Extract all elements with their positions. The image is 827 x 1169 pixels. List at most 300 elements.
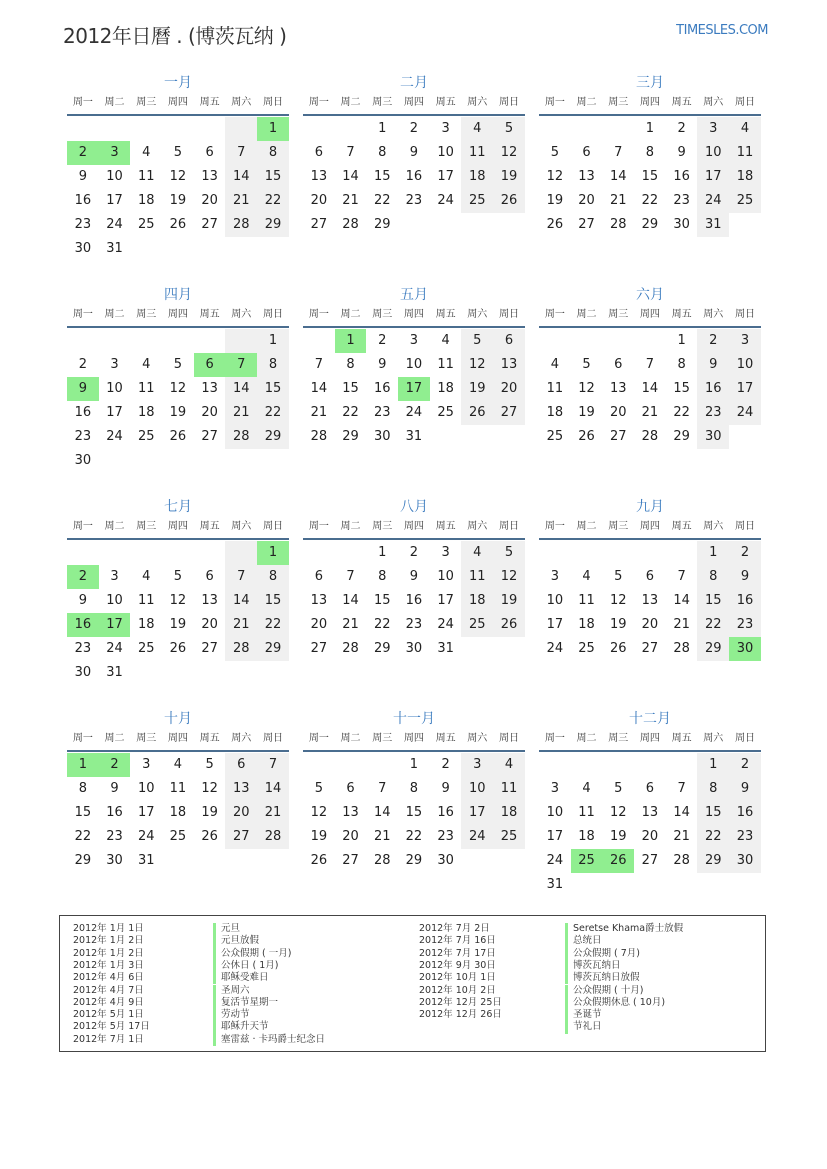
day-cell[interactable]: 14 [609, 169, 627, 184]
day-cell[interactable]: 8 [257, 565, 289, 589]
day-cell[interactable]: 3 [550, 569, 559, 584]
day-cell[interactable]: 16 [405, 169, 423, 184]
day-cell[interactable]: 27 [641, 641, 659, 656]
brand-logo[interactable]: TIMESLES.COM [676, 23, 768, 38]
day-cell[interactable]: 6 [614, 357, 623, 372]
day-cell[interactable]: 24 [106, 429, 123, 444]
day-cell[interactable]: 26 [493, 189, 525, 213]
day-cell[interactable]: 24 [461, 825, 493, 849]
day-cell[interactable]: 18 [546, 405, 564, 420]
day-cell[interactable]: 28 [257, 825, 289, 849]
day-cell[interactable]: 10 [461, 777, 493, 801]
day-cell[interactable]: 27 [201, 429, 218, 444]
day-cell[interactable]: 30 [673, 217, 690, 232]
day-cell[interactable]: 3 [441, 545, 450, 560]
day-cell[interactable]: 10 [137, 781, 155, 796]
day-cell[interactable]: 8 [645, 145, 655, 160]
day-cell[interactable]: 3 [550, 781, 559, 796]
holiday-day-cell[interactable]: 1 [335, 329, 367, 353]
day-cell[interactable]: 3 [110, 357, 119, 372]
day-cell[interactable]: 14 [673, 593, 690, 608]
day-cell[interactable]: 23 [729, 613, 761, 637]
day-cell[interactable]: 6 [346, 781, 355, 796]
day-cell[interactable]: 21 [342, 193, 359, 208]
day-cell[interactable]: 22 [405, 829, 423, 844]
day-cell[interactable]: 23 [729, 825, 761, 849]
day-cell[interactable]: 23 [106, 829, 123, 844]
day-cell[interactable]: 22 [373, 617, 391, 632]
day-cell[interactable]: 14 [641, 381, 659, 396]
day-cell[interactable]: 21 [225, 613, 257, 637]
day-cell[interactable]: 31 [437, 641, 454, 656]
day-cell[interactable]: 1 [645, 121, 655, 136]
day-cell[interactable]: 24 [137, 829, 155, 844]
day-cell[interactable]: 28 [641, 429, 659, 444]
day-cell[interactable]: 21 [342, 617, 359, 632]
day-cell[interactable]: 24 [106, 217, 123, 232]
holiday-day-cell[interactable]: 16 [67, 613, 99, 637]
day-cell[interactable]: 18 [169, 805, 187, 820]
day-cell[interactable]: 25 [169, 829, 187, 844]
day-cell[interactable]: 18 [461, 589, 493, 613]
holiday-day-cell[interactable]: 3 [99, 141, 131, 165]
day-cell[interactable]: 1 [409, 757, 419, 772]
day-cell[interactable]: 27 [201, 641, 218, 656]
day-cell[interactable]: 10 [106, 593, 123, 608]
day-cell[interactable]: 23 [673, 193, 690, 208]
day-cell[interactable]: 4 [461, 117, 493, 141]
day-cell[interactable]: 22 [257, 189, 289, 213]
day-cell[interactable]: 9 [110, 781, 119, 796]
day-cell[interactable]: 7 [378, 781, 387, 796]
day-cell[interactable]: 29 [641, 217, 659, 232]
day-cell[interactable]: 6 [314, 569, 323, 584]
day-cell[interactable]: 5 [614, 569, 623, 584]
day-cell[interactable]: 15 [697, 589, 729, 613]
day-cell[interactable]: 13 [201, 593, 218, 608]
day-cell[interactable]: 2 [729, 753, 761, 777]
holiday-day-cell[interactable]: 25 [571, 849, 603, 873]
day-cell[interactable]: 4 [142, 145, 151, 160]
day-cell[interactable]: 15 [373, 169, 391, 184]
day-cell[interactable]: 14 [257, 777, 289, 801]
day-cell[interactable]: 28 [609, 217, 627, 232]
day-cell[interactable]: 27 [493, 401, 525, 425]
day-cell[interactable]: 3 [461, 753, 493, 777]
day-cell[interactable]: 11 [137, 169, 155, 184]
day-cell[interactable]: 30 [74, 453, 92, 468]
day-cell[interactable]: 14 [225, 377, 257, 401]
day-cell[interactable]: 8 [409, 781, 419, 796]
day-cell[interactable]: 8 [257, 141, 289, 165]
day-cell[interactable]: 5 [614, 781, 623, 796]
day-cell[interactable]: 10 [546, 593, 564, 608]
day-cell[interactable]: 19 [169, 193, 187, 208]
day-cell[interactable]: 17 [729, 377, 761, 401]
day-cell[interactable]: 31 [137, 853, 155, 868]
holiday-day-cell[interactable]: 2 [67, 141, 99, 165]
day-cell[interactable]: 25 [493, 825, 525, 849]
day-cell[interactable]: 2 [378, 333, 387, 348]
day-cell[interactable]: 11 [493, 777, 525, 801]
holiday-day-cell[interactable]: 30 [729, 637, 761, 661]
day-cell[interactable]: 9 [729, 565, 761, 589]
day-cell[interactable]: 16 [437, 805, 454, 820]
day-cell[interactable]: 11 [461, 141, 493, 165]
day-cell[interactable]: 7 [677, 569, 686, 584]
day-cell[interactable]: 5 [173, 145, 183, 160]
day-cell[interactable]: 13 [609, 381, 627, 396]
day-cell[interactable]: 23 [405, 617, 423, 632]
day-cell[interactable]: 8 [378, 569, 387, 584]
day-cell[interactable]: 25 [546, 429, 564, 444]
day-cell[interactable]: 19 [201, 805, 218, 820]
day-cell[interactable]: 17 [437, 169, 454, 184]
day-cell[interactable]: 17 [437, 593, 454, 608]
day-cell[interactable]: 31 [106, 665, 123, 680]
day-cell[interactable]: 18 [137, 193, 155, 208]
day-cell[interactable]: 22 [257, 401, 289, 425]
day-cell[interactable]: 4 [461, 541, 493, 565]
day-cell[interactable]: 11 [729, 141, 761, 165]
day-cell[interactable]: 12 [578, 381, 595, 396]
day-cell[interactable]: 24 [437, 193, 454, 208]
day-cell[interactable]: 16 [729, 589, 761, 613]
holiday-day-cell[interactable]: 9 [67, 377, 99, 401]
day-cell[interactable]: 29 [74, 853, 92, 868]
day-cell[interactable]: 4 [729, 117, 761, 141]
day-cell[interactable]: 16 [106, 805, 123, 820]
day-cell[interactable]: 18 [578, 617, 595, 632]
holiday-day-cell[interactable]: 17 [398, 377, 430, 401]
day-cell[interactable]: 2 [697, 329, 729, 353]
day-cell[interactable]: 6 [645, 569, 655, 584]
day-cell[interactable]: 25 [729, 189, 761, 213]
day-cell[interactable]: 22 [697, 825, 729, 849]
day-cell[interactable]: 11 [578, 805, 595, 820]
day-cell[interactable]: 25 [437, 405, 454, 420]
day-cell[interactable]: 16 [74, 193, 92, 208]
day-cell[interactable]: 10 [729, 353, 761, 377]
day-cell[interactable]: 9 [409, 145, 419, 160]
day-cell[interactable]: 30 [373, 429, 391, 444]
day-cell[interactable]: 1 [378, 545, 387, 560]
day-cell[interactable]: 28 [225, 637, 257, 661]
day-cell[interactable]: 7 [677, 781, 686, 796]
day-cell[interactable]: 3 [697, 117, 729, 141]
day-cell[interactable]: 27 [310, 217, 328, 232]
day-cell[interactable]: 8 [697, 565, 729, 589]
day-cell[interactable]: 27 [225, 825, 257, 849]
day-cell[interactable]: 16 [673, 169, 690, 184]
day-cell[interactable]: 4 [582, 569, 591, 584]
day-cell[interactable]: 2 [409, 545, 419, 560]
day-cell[interactable]: 7 [614, 145, 623, 160]
day-cell[interactable]: 19 [493, 165, 525, 189]
day-cell[interactable]: 29 [257, 213, 289, 237]
day-cell[interactable]: 8 [346, 357, 355, 372]
day-cell[interactable]: 24 [697, 189, 729, 213]
day-cell[interactable]: 6 [493, 329, 525, 353]
day-cell[interactable]: 2 [409, 121, 419, 136]
day-cell[interactable]: 15 [373, 593, 391, 608]
day-cell[interactable]: 26 [310, 853, 328, 868]
day-cell[interactable]: 29 [697, 849, 729, 873]
day-cell[interactable]: 14 [342, 593, 359, 608]
day-cell[interactable]: 16 [74, 405, 92, 420]
day-cell[interactable]: 20 [201, 405, 218, 420]
day-cell[interactable]: 21 [673, 829, 690, 844]
day-cell[interactable]: 15 [641, 169, 659, 184]
day-cell[interactable]: 12 [169, 169, 187, 184]
day-cell[interactable]: 4 [142, 357, 151, 372]
day-cell[interactable]: 10 [437, 569, 454, 584]
day-cell[interactable]: 27 [310, 641, 328, 656]
day-cell[interactable]: 12 [169, 381, 187, 396]
day-cell[interactable]: 29 [673, 429, 690, 444]
day-cell[interactable]: 13 [225, 777, 257, 801]
day-cell[interactable]: 21 [257, 801, 289, 825]
day-cell[interactable]: 25 [461, 189, 493, 213]
day-cell[interactable]: 15 [257, 165, 289, 189]
day-cell[interactable]: 6 [205, 569, 214, 584]
day-cell[interactable]: 5 [173, 357, 183, 372]
holiday-day-cell[interactable]: 1 [257, 541, 289, 565]
day-cell[interactable]: 11 [137, 381, 155, 396]
day-cell[interactable]: 12 [201, 781, 218, 796]
day-cell[interactable]: 7 [645, 357, 655, 372]
day-cell[interactable]: 7 [314, 357, 323, 372]
day-cell[interactable]: 9 [378, 357, 387, 372]
day-cell[interactable]: 1 [697, 541, 729, 565]
day-cell[interactable]: 26 [201, 829, 218, 844]
day-cell[interactable]: 10 [405, 357, 423, 372]
day-cell[interactable]: 19 [578, 405, 595, 420]
day-cell[interactable]: 28 [342, 217, 359, 232]
day-cell[interactable]: 30 [106, 853, 123, 868]
day-cell[interactable]: 25 [137, 217, 155, 232]
day-cell[interactable]: 29 [373, 217, 391, 232]
day-cell[interactable]: 27 [609, 429, 627, 444]
day-cell[interactable]: 11 [546, 381, 564, 396]
day-cell[interactable]: 15 [673, 381, 690, 396]
day-cell[interactable]: 31 [106, 241, 123, 256]
day-cell[interactable]: 19 [609, 829, 627, 844]
day-cell[interactable]: 5 [550, 145, 559, 160]
day-cell[interactable]: 22 [641, 193, 659, 208]
day-cell[interactable]: 2 [729, 541, 761, 565]
day-cell[interactable]: 19 [546, 193, 564, 208]
day-cell[interactable]: 10 [106, 169, 123, 184]
day-cell[interactable]: 11 [169, 781, 187, 796]
day-cell[interactable]: 30 [697, 425, 729, 449]
day-cell[interactable]: 26 [169, 217, 187, 232]
day-cell[interactable]: 11 [578, 593, 595, 608]
day-cell[interactable]: 20 [342, 829, 359, 844]
day-cell[interactable]: 8 [378, 145, 387, 160]
day-cell[interactable]: 6 [582, 145, 591, 160]
day-cell[interactable]: 27 [578, 217, 595, 232]
day-cell[interactable]: 28 [225, 213, 257, 237]
day-cell[interactable]: 26 [461, 401, 493, 425]
holiday-day-cell[interactable]: 2 [67, 565, 99, 589]
day-cell[interactable]: 5 [461, 329, 493, 353]
day-cell[interactable]: 26 [169, 641, 187, 656]
day-cell[interactable]: 31 [546, 877, 564, 892]
holiday-day-cell[interactable]: 6 [194, 353, 226, 377]
day-cell[interactable]: 22 [257, 613, 289, 637]
day-cell[interactable]: 25 [461, 613, 493, 637]
day-cell[interactable]: 29 [373, 641, 391, 656]
day-cell[interactable]: 31 [405, 429, 423, 444]
day-cell[interactable]: 18 [461, 165, 493, 189]
day-cell[interactable]: 15 [74, 805, 92, 820]
day-cell[interactable]: 21 [225, 189, 257, 213]
day-cell[interactable]: 11 [461, 565, 493, 589]
day-cell[interactable]: 15 [405, 805, 423, 820]
day-cell[interactable]: 19 [169, 617, 187, 632]
day-cell[interactable]: 16 [729, 801, 761, 825]
day-cell[interactable]: 2 [677, 121, 686, 136]
day-cell[interactable]: 22 [342, 405, 359, 420]
day-cell[interactable]: 21 [609, 193, 627, 208]
day-cell[interactable]: 28 [310, 429, 328, 444]
holiday-day-cell[interactable]: 1 [67, 753, 99, 777]
day-cell[interactable]: 14 [225, 165, 257, 189]
day-cell[interactable]: 29 [257, 637, 289, 661]
day-cell[interactable]: 22 [673, 405, 690, 420]
day-cell[interactable]: 1 [677, 333, 686, 348]
day-cell[interactable]: 30 [437, 853, 454, 868]
day-cell[interactable]: 23 [74, 429, 92, 444]
day-cell[interactable]: 23 [373, 405, 391, 420]
day-cell[interactable]: 23 [405, 193, 423, 208]
day-cell[interactable]: 21 [310, 405, 328, 420]
day-cell[interactable]: 13 [310, 593, 328, 608]
day-cell[interactable]: 16 [373, 381, 391, 396]
day-cell[interactable]: 10 [697, 141, 729, 165]
day-cell[interactable]: 18 [578, 829, 595, 844]
day-cell[interactable]: 1 [697, 753, 729, 777]
day-cell[interactable]: 7 [346, 145, 355, 160]
day-cell[interactable]: 28 [342, 641, 359, 656]
day-cell[interactable]: 10 [437, 145, 454, 160]
day-cell[interactable]: 20 [201, 617, 218, 632]
day-cell[interactable]: 13 [641, 593, 659, 608]
day-cell[interactable]: 9 [441, 781, 450, 796]
day-cell[interactable]: 20 [493, 377, 525, 401]
day-cell[interactable]: 3 [441, 121, 450, 136]
day-cell[interactable]: 12 [310, 805, 328, 820]
day-cell[interactable]: 20 [578, 193, 595, 208]
day-cell[interactable]: 12 [609, 593, 627, 608]
day-cell[interactable]: 21 [673, 617, 690, 632]
day-cell[interactable]: 26 [493, 613, 525, 637]
holiday-day-cell[interactable]: 7 [225, 353, 257, 377]
day-cell[interactable]: 5 [582, 357, 591, 372]
day-cell[interactable]: 30 [74, 241, 92, 256]
day-cell[interactable]: 22 [697, 613, 729, 637]
day-cell[interactable]: 4 [493, 753, 525, 777]
day-cell[interactable]: 1 [257, 329, 289, 353]
day-cell[interactable]: 21 [641, 405, 659, 420]
day-cell[interactable]: 25 [137, 641, 155, 656]
day-cell[interactable]: 20 [641, 829, 659, 844]
day-cell[interactable]: 25 [578, 641, 595, 656]
day-cell[interactable]: 13 [641, 805, 659, 820]
day-cell[interactable]: 20 [310, 193, 328, 208]
day-cell[interactable]: 12 [493, 565, 525, 589]
day-cell[interactable]: 20 [225, 801, 257, 825]
day-cell[interactable]: 11 [437, 357, 454, 372]
day-cell[interactable]: 2 [441, 757, 450, 772]
day-cell[interactable]: 14 [673, 805, 690, 820]
day-cell[interactable]: 1 [378, 121, 387, 136]
day-cell[interactable]: 3 [409, 333, 419, 348]
day-cell[interactable]: 31 [697, 213, 729, 237]
day-cell[interactable]: 26 [546, 217, 564, 232]
day-cell[interactable]: 29 [342, 429, 359, 444]
day-cell[interactable]: 7 [346, 569, 355, 584]
day-cell[interactable]: 19 [169, 405, 187, 420]
day-cell[interactable]: 5 [173, 569, 183, 584]
holiday-day-cell[interactable]: 1 [257, 117, 289, 141]
day-cell[interactable]: 28 [225, 425, 257, 449]
day-cell[interactable]: 20 [310, 617, 328, 632]
day-cell[interactable]: 14 [342, 169, 359, 184]
day-cell[interactable]: 4 [550, 357, 559, 372]
day-cell[interactable]: 12 [169, 593, 187, 608]
day-cell[interactable]: 12 [493, 141, 525, 165]
day-cell[interactable]: 8 [257, 353, 289, 377]
day-cell[interactable]: 16 [697, 377, 729, 401]
day-cell[interactable]: 6 [205, 145, 214, 160]
day-cell[interactable]: 19 [493, 589, 525, 613]
day-cell[interactable]: 27 [641, 853, 659, 868]
day-cell[interactable]: 17 [106, 405, 123, 420]
day-cell[interactable]: 13 [310, 169, 328, 184]
day-cell[interactable]: 27 [201, 217, 218, 232]
day-cell[interactable]: 29 [405, 853, 423, 868]
day-cell[interactable]: 25 [137, 429, 155, 444]
day-cell[interactable]: 16 [405, 593, 423, 608]
holiday-day-cell[interactable]: 2 [99, 753, 131, 777]
day-cell[interactable]: 26 [609, 641, 627, 656]
day-cell[interactable]: 24 [437, 617, 454, 632]
holiday-day-cell[interactable]: 17 [99, 613, 131, 637]
day-cell[interactable]: 21 [225, 401, 257, 425]
day-cell[interactable]: 6 [645, 781, 655, 796]
day-cell[interactable]: 15 [342, 381, 359, 396]
day-cell[interactable]: 18 [729, 165, 761, 189]
day-cell[interactable]: 17 [137, 805, 155, 820]
day-cell[interactable]: 18 [493, 801, 525, 825]
day-cell[interactable]: 3 [110, 569, 119, 584]
day-cell[interactable]: 15 [257, 589, 289, 613]
day-cell[interactable]: 26 [578, 429, 595, 444]
day-cell[interactable]: 17 [461, 801, 493, 825]
day-cell[interactable]: 14 [373, 805, 391, 820]
day-cell[interactable]: 4 [173, 757, 183, 772]
day-cell[interactable]: 19 [461, 377, 493, 401]
day-cell[interactable]: 13 [578, 169, 595, 184]
day-cell[interactable]: 13 [201, 381, 218, 396]
day-cell[interactable]: 17 [697, 165, 729, 189]
day-cell[interactable]: 17 [106, 193, 123, 208]
day-cell[interactable]: 28 [373, 853, 391, 868]
day-cell[interactable]: 5 [493, 117, 525, 141]
day-cell[interactable]: 20 [201, 193, 218, 208]
